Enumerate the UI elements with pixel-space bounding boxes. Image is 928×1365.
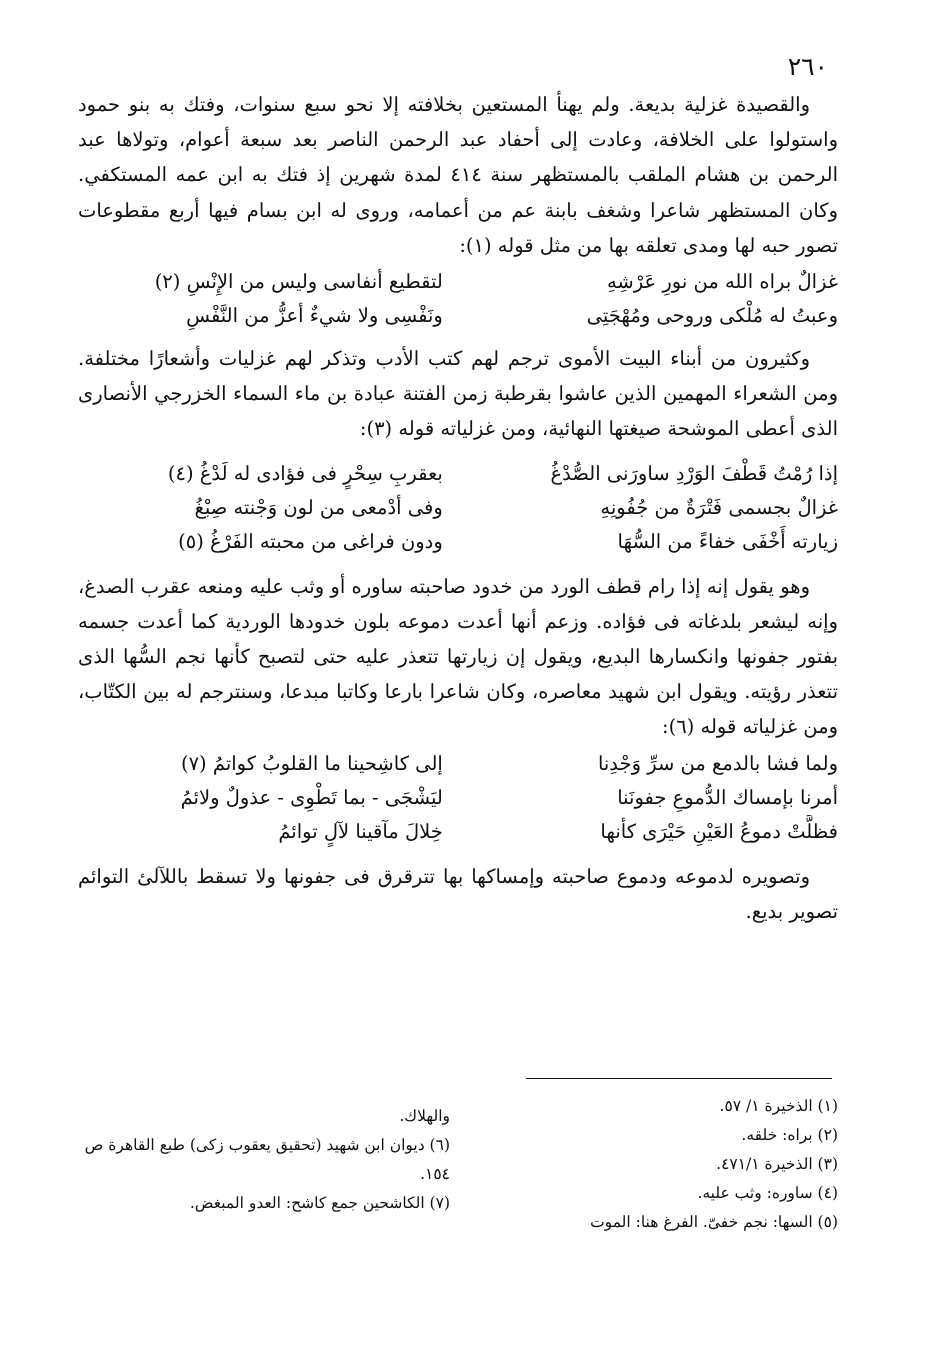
verse-hemistich-second: ودون فراغى من محبته الفَرْغُ (٥) [178, 529, 443, 553]
verse-hemistich-first: وعبتُ له مُلْكى وروحى ومُهْجَتِى [586, 304, 838, 328]
verse-line [78, 491, 838, 525]
footnote-6: (٦) ديوان ابن شهيد (تحقيق يعقوب زكى) طبع القاهرة ص ١٥٤. [84, 1136, 450, 1183]
verse-line [78, 781, 838, 815]
footnote-4: (٤) ساوره: وثب عليه. [697, 1184, 838, 1202]
verse-hemistich-first: ولما فشا بالدمع من سرِّ وَجْدِنا [597, 751, 838, 775]
verse-line [78, 265, 838, 299]
verse-hemistich-first: غزالٌ براه الله من نورِ عَرْشِهِ [606, 270, 838, 294]
verse-hemistich-second: وفى أدْمعى من لون وَجْنته صِبْغُ [194, 495, 443, 519]
paragraph-4: وتصويره لدموعه ودموع صاحبته وإمساكها بها تترقرق فى جفونها ولا تسقط باللآلئ التوائم تصوير بديع. [78, 864, 838, 923]
footnote-5: (٥) السها: نجم خفىّ. الفرغ هنا: الموت [590, 1213, 838, 1231]
footnotes-right-column [520, 1092, 838, 1237]
verse-hemistich-second: بعقربِ سِحْرٍ فى فؤادى له لَدْغُ (٤) [167, 461, 443, 485]
verse-hemistich-first: زيارته أَخْفَى خفاءً من السُّهَا [617, 529, 838, 553]
footnotes-left-column [78, 1102, 450, 1218]
page-body [78, 52, 838, 929]
verse-hemistich-first: أمرنا بإمساك الدُّموعِ جفونَنا [617, 785, 838, 809]
paragraph-3: وهو يقول إنه إذا رام قطف الورد من خدود صاحبته ساوره أو وثب عليه ومنعه عقرب الصدغ، وإنه ليشعر بلدغاته فى فؤاده. وزعم أنها أعدت دموعه بلون خدودها الوردية كما أعدت جسمه بفتور جفونها وانكسارها البديع، ويقول إن زيارتها تتعذر عليه حتى لتصبح كأنها نجم السُّها الذى تتعذر رؤيته. ويقول ابن شهيد معاصره، وكان شاعرا بارعا وكاتبا مبدعا، وسنترجم له بين الكتّاب، ومن غزلياته قوله (٦): [78, 574, 838, 739]
verse-hemistich-first: غزالٌ بجسمى فَتْرَةٌ من جُفُونِهِ [600, 495, 838, 519]
footnote-7: (٧) الكاشحين جمع كاشح: العدو المبغض. [189, 1194, 450, 1212]
verse-block-3 [78, 747, 838, 849]
verse-line [78, 525, 838, 559]
footnote-5-continuation: والهلاك. [399, 1107, 450, 1125]
page-number: ٢٦٠ [787, 52, 828, 81]
verse-line [78, 299, 838, 333]
verse-hemistich-second: ليَشْجَى - بما تَطْوِى - عذولٌ ولائمُ [180, 785, 443, 809]
verse-line [78, 815, 838, 849]
verse-hemistich-second: إلى كاشِحينا ما القلوبُ كواتمُ (٧) [180, 751, 443, 775]
verse-hemistich-first: فظلَّتْ دموعُ العَيْنِ حَيْرَى كأنها [600, 819, 838, 843]
paragraph-2: وكثيرون من أبناء البيت الأموى ترجم لهم كتب الأدب وتذكر لهم غزليات وأشعارًا مختلفة. ومن الشعراء المهمين الذين عاشوا بقرطبة زمن الفتنة عبادة بن ماء السماء الخزرجي الأنصارى الذى أعطى الموشحة صيغتها النهائية، ومن غزلياته قوله (٣): [78, 347, 838, 441]
verse-line [78, 747, 838, 781]
verse-line [78, 457, 838, 491]
footnote-divider [526, 1078, 832, 1079]
verse-hemistich-second: خِلالَ مآقينا لآلٍ توائمُ [278, 819, 443, 843]
footnote-3: (٣) الذخيرة ٤٧١/١. [716, 1155, 838, 1173]
footnote-2: (٢) براه: خلقه. [741, 1126, 838, 1144]
verse-hemistich-second: ونَفْسِى ولا شيءٌ أعزُّ من النَّفْسِ [186, 304, 443, 328]
paragraph-1: والقصيدة غزلية بديعة. ولم يهنأ المستعين بخلافته إلا نحو سبع سنوات، وفتك به بنو حمود واستولوا على الخلافة، وعادت إلى أحفاد عبد الرحمن الناصر بعد سبعة أعوام، وتولاها عبد الرحمن بن هشام الملقب بالمستظهر سنة ٤١٤ لمدة شهرين إذ فتك به ابن عمه المستكفي. وكان المستظهر شاعرا وشغف بابنة عم من أعمامه، وروى له ابن بسام فيها أربع مقطوعات تصور حبه لها ومدى تعلقه بها من مثل قوله (١): [78, 93, 838, 257]
footnote-1: (١) الذخيرة ١/ ٥٧. [719, 1097, 838, 1115]
verse-hemistich-second: لتقطيع أنفاسى وليس من الإِنْسِ (٢) [154, 270, 443, 294]
verse-block-1 [78, 265, 838, 333]
verse-block-2 [78, 457, 838, 559]
verse-hemistich-first: إذا رُمْتُ قَطْفَ الوَرْدِ ساورَنى الصُّدْغُ [550, 461, 838, 485]
